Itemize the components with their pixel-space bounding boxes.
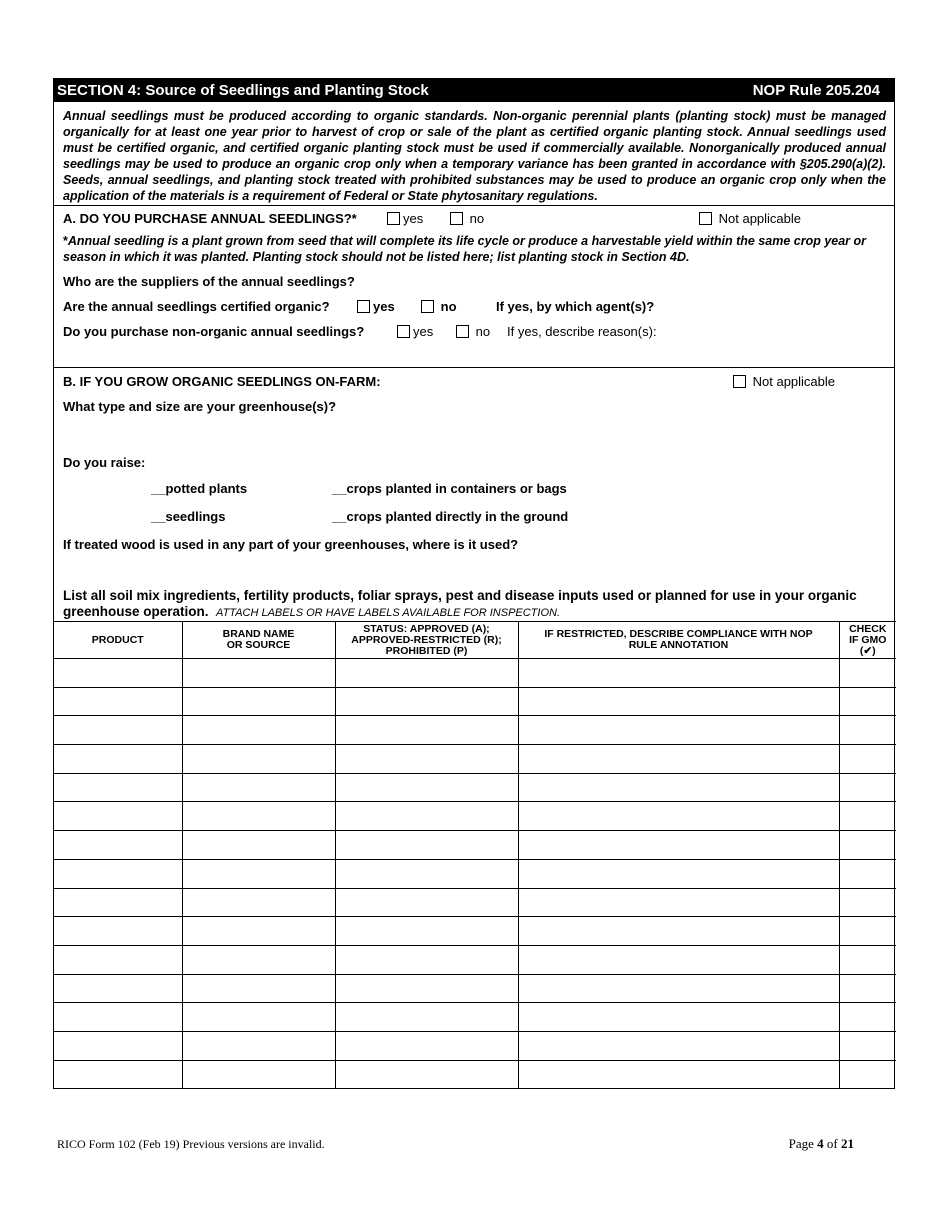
attach-labels-note: ATTACH LABELS OR HAVE LABELS AVAILABLE FOR INSPECTION. [216, 607, 561, 619]
gmo-cell[interactable] [839, 802, 896, 831]
product-cell[interactable] [54, 859, 182, 888]
status-cell[interactable] [335, 831, 518, 860]
raise-options-row-2 [54, 503, 894, 531]
brand-cell[interactable] [182, 859, 335, 888]
gmo-cell[interactable] [839, 888, 896, 917]
product-cell[interactable] [54, 1060, 182, 1088]
product-cell[interactable] [54, 945, 182, 974]
section-4-form [53, 78, 895, 1089]
table-row [54, 888, 896, 917]
brand-cell[interactable] [182, 1060, 335, 1088]
table-row [54, 716, 896, 745]
part-a-no-label: no [469, 211, 485, 226]
compliance-cell[interactable] [518, 974, 839, 1003]
col-restricted-compliance: IF RESTRICTED, DESCRIBE COMPLIANCE WITH NOP RULE ANNOTATION [518, 622, 839, 659]
brand-cell[interactable] [182, 917, 335, 946]
gmo-cell[interactable] [839, 1060, 896, 1088]
compliance-cell[interactable] [518, 745, 839, 774]
status-cell[interactable] [335, 945, 518, 974]
product-cell[interactable] [54, 745, 182, 774]
gmo-cell[interactable] [839, 1031, 896, 1060]
brand-cell[interactable] [182, 974, 335, 1003]
part-a-question: A. DO YOU PURCHASE ANNUAL SEEDLINGS?* [63, 211, 357, 226]
product-cell[interactable] [54, 888, 182, 917]
treated-wood-question: If treated wood is used in any part of your greenhouses, where is it used? [63, 537, 519, 552]
product-cell[interactable] [54, 716, 182, 745]
part-a-no-checkbox[interactable] [450, 212, 463, 225]
status-cell[interactable] [335, 687, 518, 716]
product-cell[interactable] [54, 917, 182, 946]
table-row [54, 974, 896, 1003]
option-potted-plants[interactable]: __potted plants [151, 481, 248, 496]
nonorganic-yes-checkbox[interactable] [397, 325, 410, 338]
status-cell[interactable] [335, 716, 518, 745]
suppliers-question: Who are the suppliers of the annual seedlings? [63, 274, 355, 289]
compliance-cell[interactable] [518, 888, 839, 917]
reason-answer-space[interactable] [54, 346, 894, 367]
brand-cell[interactable] [182, 1031, 335, 1060]
product-cell[interactable] [54, 802, 182, 831]
treated-wood-answer-space[interactable] [54, 558, 894, 588]
brand-cell[interactable] [182, 745, 335, 774]
status-cell[interactable] [335, 974, 518, 1003]
status-cell[interactable] [335, 888, 518, 917]
brand-cell[interactable] [182, 831, 335, 860]
compliance-cell[interactable] [518, 859, 839, 888]
certified-question: Are the annual seedlings certified organic? [63, 299, 330, 314]
part-a-na-checkbox[interactable] [699, 212, 712, 225]
gmo-cell[interactable] [839, 745, 896, 774]
option-seedlings[interactable]: __seedlings [151, 509, 226, 524]
part-a-na-label: Not applicable [718, 211, 802, 226]
status-cell[interactable] [335, 1060, 518, 1088]
table-row [54, 831, 896, 860]
compliance-cell[interactable] [518, 687, 839, 716]
table-row [54, 659, 896, 688]
table-header-row [54, 622, 896, 659]
compliance-cell[interactable] [518, 831, 839, 860]
agent-question: If yes, by which agent(s)? [496, 299, 655, 314]
rule-reference: NOP Rule 205.204 [752, 82, 880, 99]
status-cell[interactable] [335, 802, 518, 831]
intro-paragraph: Annual seedlings must be produced according to organic standards. Non-organic perennial plants (planting stock) must be managed organically for at least one year prior to harvest of crop or sale of the plant as certified organic planting stock. Annual seedlings used must be certified organic, and certified organic planting stock must be used if commercially available. Nonorganically produced annual seedlings may be used to produce an organic crop only when a temporary variance has been granted in accordance with §205.290(a)(2). Seeds, annual seedlings, and planting stock treated with prohibited substances may be used to produce an organic crop only when the application of the materials is a requirement of Federal or State phytosanitary regulations. [54, 102, 894, 206]
part-b-title-row: B. IF YOU GROW ORGANIC SEEDLINGS ON-FARM: Not applicable [63, 374, 836, 389]
brand-cell[interactable] [182, 1003, 335, 1032]
table-row [54, 917, 896, 946]
compliance-cell[interactable] [518, 773, 839, 802]
table-row [54, 745, 896, 774]
greenhouse-answer-space[interactable] [54, 419, 894, 450]
part-b [54, 367, 894, 1088]
brand-cell[interactable] [182, 687, 335, 716]
nonorganic-question: Do you purchase non-organic annual seedlings? [63, 324, 365, 339]
annual-seedling-note: *Annual seedling is a plant grown from seed that will complete its life cycle or produce a harvestable yield within the same crop year or season in which it was planted. Planting stock should not be listed here; list planting stock in Section 4D. [63, 234, 867, 264]
certified-yes-checkbox[interactable] [357, 300, 370, 313]
col-product: PRODUCT [54, 622, 182, 659]
form-footer: RICO Form 102 (Feb 19) Previous versions are invalid. [57, 1137, 325, 1151]
gmo-cell[interactable] [839, 1003, 896, 1032]
table-row [54, 945, 896, 974]
compliance-cell[interactable] [518, 1031, 839, 1060]
gmo-cell[interactable] [839, 945, 896, 974]
section-title: SECTION 4: Source of Seedlings and Planting Stock [57, 82, 429, 99]
table-row [54, 1003, 896, 1032]
table-row [54, 773, 896, 802]
part-b-na-checkbox[interactable] [733, 375, 746, 388]
compliance-cell[interactable] [518, 917, 839, 946]
product-cell[interactable] [54, 687, 182, 716]
status-cell[interactable] [335, 1003, 518, 1032]
compliance-cell[interactable] [518, 716, 839, 745]
product-cell[interactable] [54, 773, 182, 802]
gmo-cell[interactable] [839, 859, 896, 888]
brand-cell[interactable] [182, 716, 335, 745]
greenhouse-question: What type and size are your greenhouse(s)? [63, 399, 337, 414]
page-number: Page 4 of 21 [788, 1136, 854, 1151]
certified-question-row: Are the annual seedlings certified organic? yes no If yes, by which agent(s)? [54, 294, 894, 319]
gmo-cell[interactable] [839, 687, 896, 716]
inputs-table [54, 621, 896, 1088]
product-cell[interactable] [54, 831, 182, 860]
status-cell[interactable] [335, 917, 518, 946]
product-cell[interactable] [54, 659, 182, 688]
gmo-cell[interactable] [839, 659, 896, 688]
status-cell[interactable] [335, 1031, 518, 1060]
table-row [54, 687, 896, 716]
raise-options-row-1 [54, 475, 894, 503]
col-status: STATUS: APPROVED (A); APPROVED-RESTRICTED (R); PROHIBITED (P) [335, 622, 518, 659]
compliance-cell[interactable] [518, 1003, 839, 1032]
table-row [54, 1031, 896, 1060]
table-row [54, 859, 896, 888]
gmo-cell[interactable] [839, 974, 896, 1003]
part-a-question-row [54, 206, 894, 230]
compliance-cell[interactable] [518, 802, 839, 831]
compliance-cell[interactable] [518, 659, 839, 688]
brand-cell[interactable] [182, 659, 335, 688]
compliance-cell[interactable] [518, 945, 839, 974]
product-cell[interactable] [54, 1003, 182, 1032]
option-crops-in-containers[interactable]: __crops planted in containers or bags [332, 481, 567, 496]
brand-cell[interactable] [182, 802, 335, 831]
nonorganic-question-row: Do you purchase non-organic annual seedlings? yes no If yes, describe reason(s): [54, 319, 894, 346]
gmo-cell[interactable] [839, 773, 896, 802]
certified-no-checkbox[interactable] [421, 300, 434, 313]
status-cell[interactable] [335, 659, 518, 688]
col-check-gmo: CHECK IF GMO (✔) [839, 622, 896, 659]
gmo-cell[interactable] [839, 716, 896, 745]
part-b-title: B. IF YOU GROW ORGANIC SEEDLINGS ON-FARM: [63, 374, 381, 389]
nonorganic-no-checkbox[interactable] [456, 325, 469, 338]
gmo-cell[interactable] [839, 917, 896, 946]
section-header [54, 79, 894, 102]
option-crops-in-ground[interactable]: __crops planted directly in the ground [332, 509, 569, 524]
compliance-cell[interactable] [518, 1060, 839, 1088]
brand-cell[interactable] [182, 888, 335, 917]
status-cell[interactable] [335, 859, 518, 888]
brand-cell[interactable] [182, 773, 335, 802]
col-brand-name: BRAND NAME OR SOURCE [182, 622, 335, 659]
gmo-cell[interactable] [839, 831, 896, 860]
table-row [54, 1060, 896, 1088]
reason-question: If yes, describe reason(s): [507, 324, 657, 339]
product-cell[interactable] [54, 974, 182, 1003]
status-cell[interactable] [335, 745, 518, 774]
product-cell[interactable] [54, 1031, 182, 1060]
inputs-list-instruction: List all soil mix ingredients, fertility products, foliar sprays, pest and disease inputs used or planned for use in your organic greenhouse operation. ATTACH LABELS OR HAVE LABELS AVAILABLE FOR INSPECTION. [63, 588, 857, 619]
brand-cell[interactable] [182, 945, 335, 974]
table-row [54, 802, 896, 831]
raise-question: Do you raise: [63, 455, 146, 470]
part-a-yes-checkbox[interactable] [387, 212, 400, 225]
part-a-yes-label: yes [403, 211, 424, 226]
status-cell[interactable] [335, 773, 518, 802]
